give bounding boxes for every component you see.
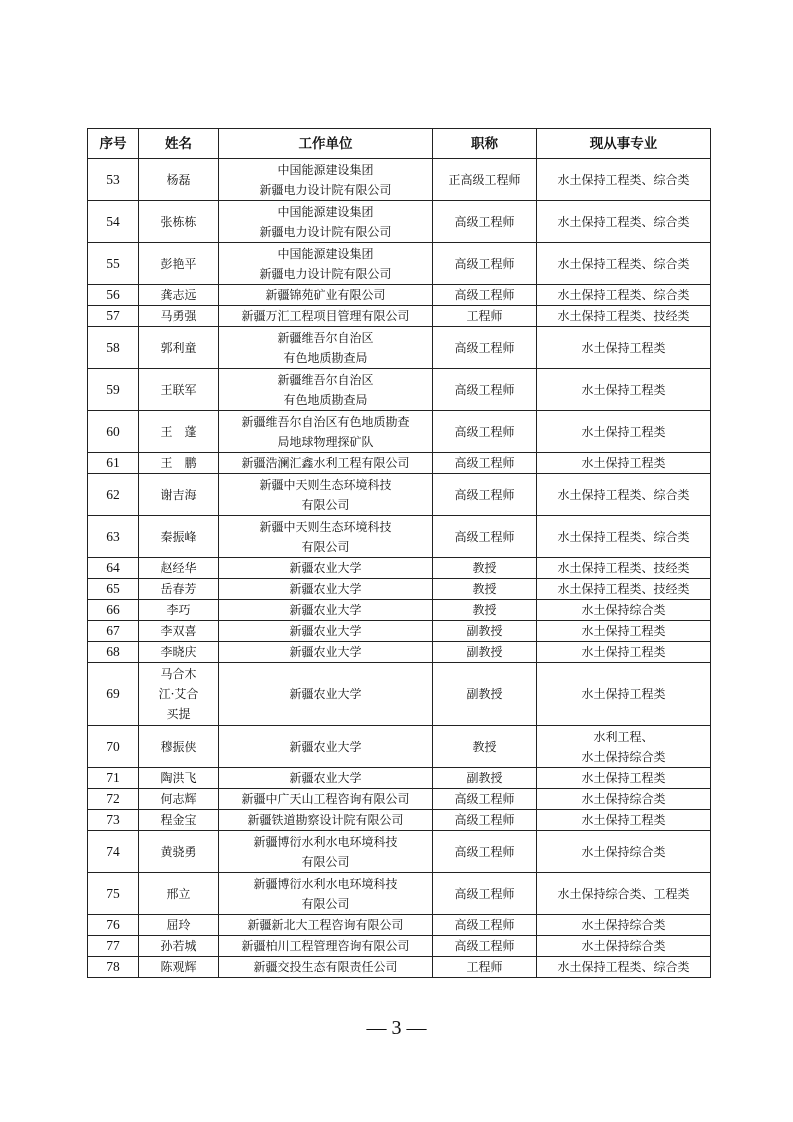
cell-current-specialty-line: 水土保持综合类 — [581, 792, 666, 806]
cell-current-specialty-line: 水土保持工程类 — [581, 645, 666, 659]
cell-professional-title-line: 工程师 — [466, 960, 503, 974]
cell-current-specialty-line: 水土保持工程类、技经类 — [557, 582, 690, 596]
cell-professional-title — [433, 768, 537, 789]
cell-professional-title-line: 高级工程师 — [454, 886, 515, 901]
cell-serial-number: 56 — [88, 285, 139, 306]
cell-work-unit — [219, 201, 433, 243]
cell-serial-number: 71 — [88, 768, 139, 789]
table-row — [88, 285, 711, 306]
cell-work-unit — [219, 915, 433, 936]
cell-current-specialty-line: 水土保持工程类 — [581, 624, 666, 638]
cell-current-specialty-line: 水土保持工程类、综合类 — [557, 288, 690, 302]
cell-professional-title — [433, 621, 537, 642]
cell-serial-number: 78 — [88, 957, 139, 978]
cell-current-specialty — [537, 201, 711, 243]
table-row — [88, 642, 711, 663]
cell-current-specialty-line: 水土保持综合类 — [581, 844, 666, 859]
cell-professional-title — [433, 831, 537, 873]
cell-serial-number: 77 — [88, 936, 139, 957]
table-row — [88, 453, 711, 474]
cell-professional-title — [433, 474, 537, 516]
cell-name — [139, 936, 219, 957]
cell-work-unit-line: 新疆锦苑矿业有限公司 — [265, 288, 386, 302]
cell-work-unit-line: 有限公司 — [301, 896, 350, 911]
cell-work-unit-line: 有限公司 — [301, 539, 350, 554]
table-row — [88, 936, 711, 957]
page-number: — 3 — — [366, 1017, 427, 1039]
cell-current-specialty-line: 水土保持工程类 — [581, 813, 666, 827]
cell-name-line: 王联军 — [160, 382, 197, 397]
cell-work-unit-line: 新疆农业大学 — [289, 582, 362, 596]
cell-name-line: 赵经华 — [160, 561, 197, 575]
cell-name-line: 李晓庆 — [160, 645, 197, 659]
cell-name-line: 江·艾合 — [158, 687, 199, 701]
cell-name — [139, 243, 219, 285]
cell-current-specialty-line: 水土保持工程类 — [581, 424, 666, 439]
cell-name-line: 买提 — [166, 707, 191, 721]
cell-name-line: 屈玲 — [166, 918, 191, 932]
table-row — [88, 579, 711, 600]
cell-work-unit — [219, 663, 433, 726]
cell-name-line: 陈观辉 — [160, 960, 197, 974]
cell-professional-title-line: 副教授 — [466, 771, 503, 785]
cell-current-specialty-line: 水土保持工程类、综合类 — [557, 960, 690, 974]
table-body — [88, 159, 711, 978]
cell-work-unit — [219, 516, 433, 558]
table-row — [88, 411, 711, 453]
cell-current-specialty — [537, 579, 711, 600]
cell-professional-title-line: 正高级工程师 — [448, 172, 521, 187]
cell-serial-number: 75 — [88, 873, 139, 915]
header-serial-number: 序号 — [88, 129, 139, 159]
table-row — [88, 957, 711, 978]
cell-serial-number: 73 — [88, 810, 139, 831]
cell-current-specialty-line: 水土保持综合类 — [581, 603, 666, 617]
cell-work-unit — [219, 810, 433, 831]
cell-current-specialty — [537, 768, 711, 789]
cell-serial-number: 62 — [88, 474, 139, 516]
cell-work-unit — [219, 579, 433, 600]
cell-current-specialty-line: 水土保持工程类 — [581, 687, 666, 701]
cell-name-line: 郭利童 — [160, 340, 197, 355]
cell-professional-title — [433, 516, 537, 558]
cell-professional-title — [433, 810, 537, 831]
cell-current-specialty-line: 水土保持工程类、综合类 — [557, 256, 690, 271]
cell-serial-number: 70 — [88, 726, 139, 768]
cell-current-specialty — [537, 873, 711, 915]
cell-professional-title-line: 副教授 — [466, 624, 503, 638]
cell-professional-title-line: 副教授 — [466, 687, 503, 701]
cell-serial-number: 66 — [88, 600, 139, 621]
table-row — [88, 600, 711, 621]
cell-work-unit — [219, 621, 433, 642]
cell-current-specialty — [537, 621, 711, 642]
cell-name — [139, 957, 219, 978]
cell-name-line: 程金宝 — [160, 813, 197, 827]
cell-professional-title-line: 教授 — [472, 582, 497, 596]
cell-work-unit — [219, 957, 433, 978]
cell-serial-number: 67 — [88, 621, 139, 642]
cell-current-specialty-line: 水土保持工程类、技经类 — [557, 561, 690, 575]
cell-work-unit — [219, 411, 433, 453]
cell-name-line: 邢立 — [166, 886, 191, 901]
cell-current-specialty-line: 水土保持综合类 — [581, 918, 666, 932]
cell-work-unit-line: 新疆万汇工程项目管理有限公司 — [241, 309, 410, 323]
cell-professional-title-line: 高级工程师 — [454, 813, 515, 827]
cell-work-unit — [219, 474, 433, 516]
cell-name — [139, 285, 219, 306]
cell-serial-number: 61 — [88, 453, 139, 474]
cell-professional-title — [433, 873, 537, 915]
cell-work-unit-line: 中国能源建设集团 — [277, 204, 374, 219]
cell-work-unit — [219, 789, 433, 810]
cell-serial-number: 54 — [88, 201, 139, 243]
cell-professional-title-line: 高级工程师 — [454, 256, 515, 271]
header-current-specialty: 现从事专业 — [537, 129, 711, 159]
table-row — [88, 726, 711, 768]
cell-name-line: 陶洪飞 — [160, 771, 197, 785]
cell-current-specialty — [537, 243, 711, 285]
cell-professional-title-line: 高级工程师 — [454, 792, 515, 806]
cell-current-specialty — [537, 159, 711, 201]
cell-professional-title — [433, 600, 537, 621]
cell-professional-title-line: 高级工程师 — [454, 214, 515, 229]
cell-professional-title — [433, 369, 537, 411]
cell-serial-number: 58 — [88, 327, 139, 369]
cell-current-specialty — [537, 327, 711, 369]
cell-work-unit — [219, 453, 433, 474]
cell-work-unit-line: 有色地质勘查局 — [283, 392, 368, 407]
cell-current-specialty — [537, 516, 711, 558]
cell-current-specialty-line: 水利工程、 — [593, 729, 654, 744]
cell-name — [139, 369, 219, 411]
cell-name-line: 岳春芳 — [160, 582, 197, 596]
cell-current-specialty — [537, 558, 711, 579]
cell-work-unit-line: 新疆农业大学 — [289, 561, 362, 575]
cell-work-unit-line: 新疆维吾尔自治区 — [277, 330, 374, 345]
cell-professional-title — [433, 285, 537, 306]
cell-name — [139, 621, 219, 642]
table-row — [88, 831, 711, 873]
cell-work-unit — [219, 831, 433, 873]
cell-work-unit-line: 新疆交投生态有限责任公司 — [253, 960, 398, 974]
cell-work-unit-line: 新疆中天则生态环境科技 — [259, 477, 392, 492]
cell-work-unit — [219, 768, 433, 789]
cell-name — [139, 663, 219, 726]
cell-name — [139, 873, 219, 915]
cell-serial-number: 65 — [88, 579, 139, 600]
cell-current-specialty — [537, 453, 711, 474]
cell-current-specialty — [537, 600, 711, 621]
cell-serial-number: 74 — [88, 831, 139, 873]
cell-professional-title-line: 高级工程师 — [454, 424, 515, 439]
cell-current-specialty — [537, 831, 711, 873]
cell-current-specialty — [537, 663, 711, 726]
cell-current-specialty — [537, 306, 711, 327]
cell-name-line: 张栋栋 — [160, 214, 197, 229]
cell-name — [139, 411, 219, 453]
cell-professional-title — [433, 327, 537, 369]
cell-current-specialty-line: 水土保持工程类、综合类 — [557, 487, 690, 502]
table-header — [88, 129, 711, 159]
cell-name-line: 李巧 — [166, 603, 191, 617]
cell-professional-title-line: 高级工程师 — [454, 288, 515, 302]
cell-work-unit-line: 新疆柏川工程管理咨询有限公司 — [241, 939, 410, 953]
cell-current-specialty-line: 水土保持工程类、技经类 — [557, 309, 690, 323]
cell-work-unit — [219, 873, 433, 915]
cell-name — [139, 831, 219, 873]
cell-name — [139, 474, 219, 516]
cell-professional-title — [433, 243, 537, 285]
table-row — [88, 915, 711, 936]
cell-professional-title — [433, 726, 537, 768]
cell-current-specialty — [537, 474, 711, 516]
cell-work-unit-line: 新疆电力设计院有限公司 — [259, 182, 392, 197]
cell-work-unit-line: 新疆农业大学 — [289, 624, 362, 638]
cell-work-unit — [219, 936, 433, 957]
cell-name-line: 秦振峰 — [160, 529, 197, 544]
cell-serial-number: 69 — [88, 663, 139, 726]
cell-serial-number: 60 — [88, 411, 139, 453]
cell-professional-title — [433, 936, 537, 957]
cell-work-unit — [219, 159, 433, 201]
cell-current-specialty-line: 水土保持工程类 — [581, 771, 666, 785]
cell-work-unit-line: 新疆铁道勘察设计院有限公司 — [247, 813, 404, 827]
cell-name — [139, 810, 219, 831]
cell-name-line: 龚志远 — [160, 288, 197, 302]
cell-name — [139, 726, 219, 768]
cell-name-line: 穆振侠 — [160, 739, 197, 754]
cell-work-unit — [219, 558, 433, 579]
table-row — [88, 663, 711, 726]
cell-current-specialty — [537, 726, 711, 768]
cell-work-unit-line: 中国能源建设集团 — [277, 162, 374, 177]
cell-current-specialty-line: 水土保持工程类 — [581, 340, 666, 355]
cell-current-specialty — [537, 936, 711, 957]
cell-work-unit-line: 新疆农业大学 — [289, 603, 362, 617]
table-row — [88, 558, 711, 579]
cell-name-line: 王 鹏 — [160, 456, 197, 470]
cell-work-unit — [219, 600, 433, 621]
cell-current-specialty — [537, 642, 711, 663]
cell-name-line: 马勇强 — [160, 309, 197, 323]
cell-name-line: 谢吉海 — [160, 487, 197, 502]
cell-professional-title-line: 高级工程师 — [454, 487, 515, 502]
cell-serial-number: 72 — [88, 789, 139, 810]
table-row — [88, 789, 711, 810]
cell-serial-number: 63 — [88, 516, 139, 558]
cell-work-unit — [219, 327, 433, 369]
cell-current-specialty — [537, 810, 711, 831]
cell-serial-number: 64 — [88, 558, 139, 579]
header-name: 姓名 — [139, 129, 219, 159]
cell-name-line: 王 蓬 — [160, 424, 197, 439]
cell-professional-title-line: 高级工程师 — [454, 918, 515, 932]
cell-work-unit-line: 新疆农业大学 — [289, 771, 362, 785]
header-work-unit: 工作单位 — [219, 129, 433, 159]
cell-name — [139, 789, 219, 810]
cell-name-line: 马合木 — [160, 667, 197, 681]
cell-name — [139, 600, 219, 621]
cell-name-line: 何志辉 — [160, 792, 197, 806]
cell-professional-title — [433, 663, 537, 726]
cell-professional-title-line: 高级工程师 — [454, 844, 515, 859]
cell-work-unit — [219, 642, 433, 663]
cell-name — [139, 516, 219, 558]
cell-professional-title-line: 高级工程师 — [454, 340, 515, 355]
cell-work-unit — [219, 243, 433, 285]
table-row — [88, 327, 711, 369]
cell-work-unit — [219, 726, 433, 768]
cell-name — [139, 201, 219, 243]
cell-professional-title — [433, 453, 537, 474]
cell-work-unit-line: 局地球物理探矿队 — [277, 434, 374, 449]
cell-professional-title — [433, 789, 537, 810]
cell-professional-title — [433, 915, 537, 936]
cell-professional-title — [433, 306, 537, 327]
cell-name — [139, 915, 219, 936]
cell-name-line: 彭艳平 — [160, 256, 197, 271]
table-row — [88, 159, 711, 201]
cell-work-unit-line: 有限公司 — [301, 497, 350, 512]
cell-current-specialty-line: 水土保持工程类、综合类 — [557, 214, 690, 229]
cell-name — [139, 159, 219, 201]
table-row — [88, 201, 711, 243]
cell-current-specialty-line: 水土保持工程类 — [581, 382, 666, 397]
cell-current-specialty-line: 水土保持综合类 — [581, 749, 666, 764]
cell-current-specialty-line: 水土保持工程类、综合类 — [557, 529, 690, 544]
cell-name-line: 杨磊 — [166, 172, 191, 187]
cell-current-specialty — [537, 369, 711, 411]
cell-professional-title-line: 高级工程师 — [454, 456, 515, 470]
cell-name — [139, 642, 219, 663]
cell-professional-title-line: 高级工程师 — [454, 939, 515, 953]
cell-current-specialty — [537, 915, 711, 936]
cell-name — [139, 579, 219, 600]
cell-name — [139, 453, 219, 474]
cell-work-unit-line: 新疆维吾尔自治区 — [277, 372, 374, 387]
cell-work-unit-line: 中国能源建设集团 — [277, 246, 374, 261]
cell-professional-title — [433, 642, 537, 663]
cell-serial-number: 59 — [88, 369, 139, 411]
cell-professional-title — [433, 411, 537, 453]
cell-work-unit-line: 新疆电力设计院有限公司 — [259, 266, 392, 281]
cell-name — [139, 306, 219, 327]
cell-current-specialty-line: 水土保持工程类 — [581, 456, 666, 470]
cell-work-unit-line: 新疆农业大学 — [289, 687, 362, 701]
cell-work-unit-line: 新疆新北大工程咨询有限公司 — [247, 918, 404, 932]
cell-serial-number: 53 — [88, 159, 139, 201]
header-professional-title: 职称 — [433, 129, 537, 159]
cell-work-unit — [219, 306, 433, 327]
cell-current-specialty-line: 水土保持工程类、综合类 — [557, 172, 690, 187]
cell-work-unit-line: 新疆农业大学 — [289, 645, 362, 659]
personnel-table — [87, 128, 711, 978]
cell-professional-title-line: 教授 — [472, 561, 497, 575]
cell-serial-number: 55 — [88, 243, 139, 285]
cell-professional-title — [433, 957, 537, 978]
cell-professional-title — [433, 579, 537, 600]
cell-work-unit-line: 新疆博衍水利水电环境科技 — [253, 834, 398, 849]
cell-current-specialty-line: 水土保持综合类 — [581, 939, 666, 953]
table-row — [88, 810, 711, 831]
cell-professional-title — [433, 201, 537, 243]
table-row — [88, 474, 711, 516]
header-row — [88, 129, 711, 159]
table-row — [88, 873, 711, 915]
cell-professional-title — [433, 558, 537, 579]
cell-work-unit-line: 新疆博衍水利水电环境科技 — [253, 876, 398, 891]
cell-serial-number: 76 — [88, 915, 139, 936]
cell-name-line: 孙若城 — [160, 939, 197, 953]
cell-professional-title-line: 高级工程师 — [454, 529, 515, 544]
cell-name — [139, 558, 219, 579]
cell-name-line: 李双喜 — [160, 624, 197, 638]
cell-current-specialty — [537, 789, 711, 810]
cell-professional-title-line: 副教授 — [466, 645, 503, 659]
cell-work-unit-line: 新疆维吾尔自治区有色地质勘查 — [241, 414, 410, 429]
cell-work-unit-line: 新疆电力设计院有限公司 — [259, 224, 392, 239]
cell-professional-title-line: 高级工程师 — [454, 382, 515, 397]
cell-work-unit-line: 新疆浩澜汇鑫水利工程有限公司 — [241, 456, 410, 470]
cell-current-specialty — [537, 957, 711, 978]
cell-work-unit-line: 新疆农业大学 — [289, 739, 362, 754]
cell-name — [139, 327, 219, 369]
cell-work-unit-line: 有色地质勘查局 — [283, 350, 368, 365]
cell-professional-title-line: 教授 — [472, 603, 497, 617]
cell-work-unit-line: 新疆中广天山工程咨询有限公司 — [241, 792, 410, 806]
cell-name-line: 黄骁勇 — [160, 844, 197, 859]
table-row — [88, 768, 711, 789]
cell-serial-number: 57 — [88, 306, 139, 327]
cell-serial-number: 68 — [88, 642, 139, 663]
table-row — [88, 306, 711, 327]
cell-professional-title — [433, 159, 537, 201]
table-row — [88, 621, 711, 642]
cell-name — [139, 768, 219, 789]
cell-current-specialty — [537, 411, 711, 453]
cell-work-unit — [219, 285, 433, 306]
cell-current-specialty — [537, 285, 711, 306]
table-row — [88, 369, 711, 411]
cell-professional-title-line: 工程师 — [466, 309, 503, 323]
cell-current-specialty-line: 水土保持综合类、工程类 — [557, 886, 690, 901]
table-row — [88, 516, 711, 558]
table-row — [88, 243, 711, 285]
cell-work-unit-line: 新疆中天则生态环境科技 — [259, 519, 392, 534]
cell-professional-title-line: 教授 — [472, 739, 497, 754]
cell-work-unit-line: 有限公司 — [301, 854, 350, 869]
cell-work-unit — [219, 369, 433, 411]
